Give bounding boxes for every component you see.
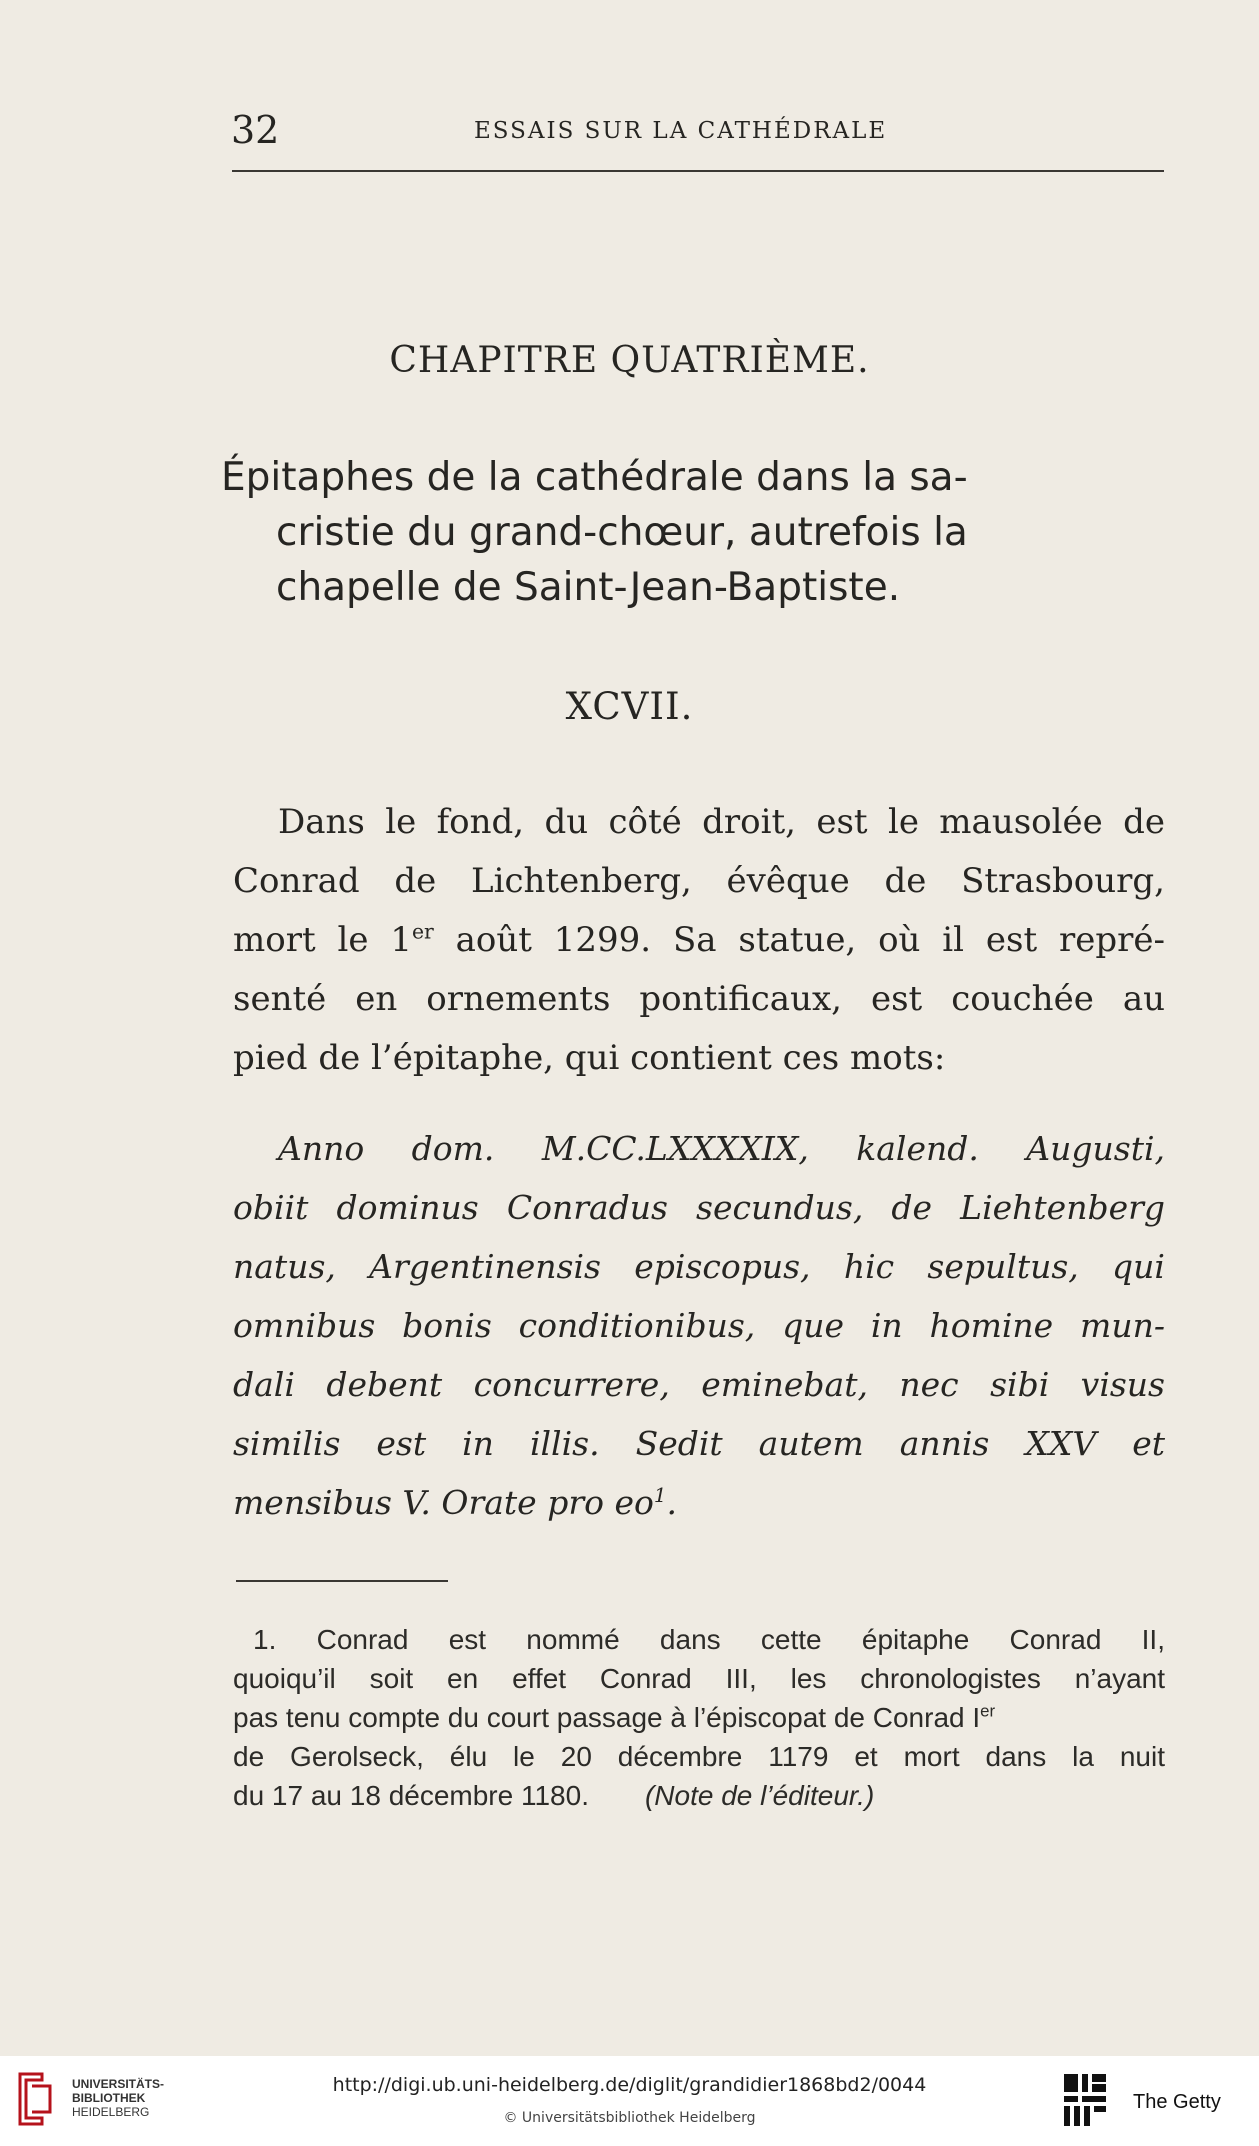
footnote-line: 1. Conrad est nommé dans cette épitaphe Conrad II, — [253, 1624, 1165, 1655]
library-name-line: BIBLIOTHEK — [72, 2091, 146, 2105]
epitaph-text: mensibus V. Orate pro eo — [233, 1483, 654, 1522]
footnote-line: de Gerolseck, élu le 20 décembre 1179 et mort dans la nuit — [233, 1741, 1165, 1772]
permalink-url[interactable]: http://digi.ub.uni-heidelberg.de/diglit/grandidier1868bd2/0044 — [332, 2074, 927, 2096]
paragraph-line — [233, 911, 1165, 970]
footnote-line: quoiqu’il soit en effet Conrad III, les chronologistes n’ayant — [233, 1663, 1165, 1694]
epitaph-line: obiit dominus Conradus secundus, de Liehtenberg — [233, 1188, 1165, 1227]
footnote-rule — [236, 1580, 448, 1582]
paragraph-line: Dans le fond, du côté droit, est le mausolée de — [278, 802, 1165, 842]
library-name-line: HEIDELBERG — [72, 2105, 150, 2119]
chapter-title: CHAPITRE QUATRIÈME. — [389, 340, 870, 381]
getty-logo-icon[interactable] — [1062, 2070, 1110, 2130]
section-heading-line: cristie du grand-chœur, autrefois la — [276, 510, 968, 555]
header-rule — [232, 170, 1164, 172]
partner-name: The Getty — [1133, 2091, 1221, 2113]
epitaph-line: dali debent concurrere, eminebat, nec sibi visus — [233, 1365, 1165, 1404]
epitaph-line: natus, Argentinensis episcopus, hic sepultus, qui — [233, 1247, 1165, 1286]
epitaph-text: . — [666, 1483, 677, 1522]
epitaph-line: similis est in illis. Sedit autem annis XXV et — [233, 1424, 1165, 1463]
paragraph-text: août 1299. Sa statue, où il est repré- — [433, 920, 1165, 960]
superscript: er — [411, 919, 434, 944]
footnote-text: du 17 au 18 décembre 1180. — [233, 1780, 589, 1811]
superscript: er — [980, 1701, 996, 1721]
section-heading-line: Épitaphes de la cathédrale dans la sa- — [221, 455, 968, 500]
epitaph-quotation — [233, 1119, 1165, 1532]
section-heading-line: chapelle de Saint-Jean-Baptiste. — [276, 565, 901, 610]
footnote-marker: 1 — [653, 1484, 667, 1507]
footnote-line — [233, 1698, 1165, 1737]
editor-note: (Note de l’éditeur.) — [644, 1780, 875, 1811]
footnote — [233, 1620, 1165, 1815]
paragraph-line: senté en ornements pontificaux, est couchée au — [233, 979, 1165, 1019]
epitaph-line: omnibus bonis conditionibus, que in homine mun- — [233, 1306, 1165, 1345]
entry-number: XCVII. — [565, 685, 694, 728]
paragraph-line: pied de l’épitaphe, qui contient ces mots: — [233, 1038, 946, 1078]
epitaph-line: Anno dom. M.CC.LXXXXIX, kalend. Augusti, — [278, 1129, 1165, 1168]
library-name-line: UNIVERSITÄTS- — [72, 2077, 165, 2091]
paragraph-text: mort le 1 — [233, 920, 412, 960]
paragraph-line: Conrad de Lichtenberg, évêque de Strasbourg, — [233, 861, 1165, 901]
section-heading — [221, 450, 1165, 615]
copyright-notice: © Universitätsbibliothek Heidelberg — [503, 2110, 756, 2126]
running-title: ESSAIS SUR LA CATHÉDRALE — [474, 118, 888, 144]
epitaph-line — [233, 1473, 1165, 1532]
body-paragraph — [233, 793, 1165, 1088]
page-number: 32 — [231, 108, 280, 152]
footnote-line — [233, 1776, 1165, 1815]
footnote-text: pas tenu compte du court passage à l’épiscopat de Conrad I — [233, 1702, 981, 1733]
